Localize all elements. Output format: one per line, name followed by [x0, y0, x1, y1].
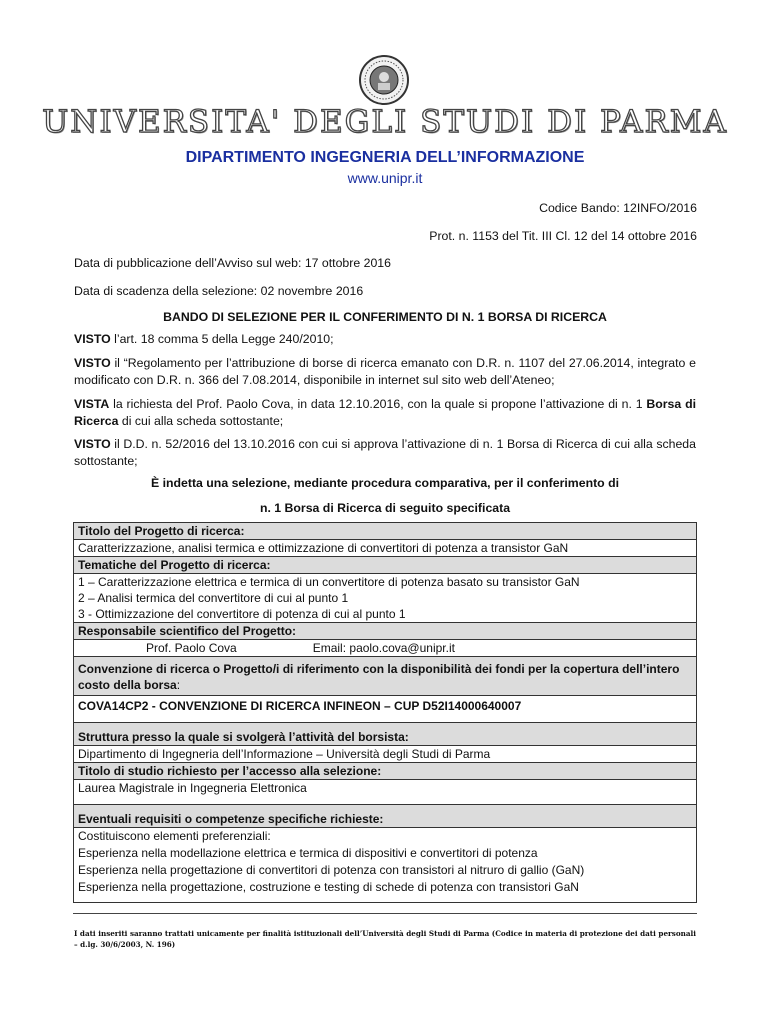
requisito-item: Esperienza nella progettazione di convertitori di potenza con transistori al nitruro di gallio (GaN)	[78, 863, 585, 877]
tematiche-list	[74, 574, 697, 623]
preamble-art18	[74, 331, 696, 348]
responsabile-email[interactable]: Email: paolo.cova@unipr.it	[312, 641, 455, 655]
requisiti-label: Eventuali requisiti o competenze specifiche richieste:	[74, 805, 697, 828]
borsa-details-table	[73, 522, 697, 903]
convenzione-label	[74, 657, 697, 696]
data-pubblicazione: Data di pubblicazione dell’Avviso sul web: 17 ottobre 2016	[74, 256, 391, 270]
indetta-line-2: n. 1 Borsa di Ricerca di seguito specificata	[259, 501, 511, 515]
struttura-label: Struttura presso la quale si svolgerà l’attività del borsista:	[74, 723, 697, 746]
university-seal-icon	[358, 54, 410, 106]
visto-label: VISTO	[74, 332, 111, 346]
protocollo: Prot. n. 1153 del Tit. III Cl. 12 del 14 ottobre 2016	[429, 229, 697, 243]
responsabile-name: Prof. Paolo Cova	[146, 641, 237, 655]
requisito-item: Esperienza nella progettazione, costruzione e testing di schede di potenza con transistori GaN	[78, 880, 579, 894]
vista-label: VISTA	[74, 397, 110, 411]
struttura-value: Dipartimento di Ingegneria dell’Informazione – Università degli Studi di Parma	[74, 746, 697, 763]
visto-label: VISTO	[74, 437, 111, 451]
preamble-text: il “Regolamento per l’attribuzione di borse di ricerca emanato con D.R. n. 1107 del 27.06.2014, integrato e modificato con D.R. n. 366 del 7.08.2014, disponibile in internet sul sito web dell’Ateneo;	[74, 356, 696, 387]
borsa-di-ricerca-bold: Borsa di Ricerca	[74, 397, 696, 428]
document-title: BANDO DI SELEZIONE PER IL CONFERIMENTO DI N. 1 BORSA DI RICERCA	[163, 310, 607, 324]
footer-divider	[73, 913, 697, 914]
titolo-studio-label: Titolo di studio richiesto per l’accesso alla selezione:	[74, 763, 697, 780]
privacy-footer: I dati inseriti saranno trattati unicamente per finalità istituzionali dell’Università degli Studi di Parma (Codice in materia di protezione dei dati personali – d.lg. 30/6/2003, N. 196)	[74, 929, 696, 949]
titolo-progetto-value: Caratterizzazione, analisi termica e ottimizzazione di convertitori di potenza a transistor GaN	[74, 540, 697, 557]
responsabile-label: Responsabile scientifico del Progetto:	[74, 623, 697, 640]
requisito-item: Costituiscono elementi preferenziali:	[78, 829, 271, 843]
responsabile-value	[74, 640, 697, 657]
preamble-decreto	[74, 436, 696, 470]
convenzione-label-text: Convenzione di ricerca o Progetto/i di riferimento con la disponibilità dei fondi per la copertura dell’intero costo della borsa	[78, 662, 680, 692]
preamble-text: la richiesta del Prof. Paolo Cova, in data 12.10.2016, con la quale si propone l’attivazione di n. 1	[109, 397, 647, 411]
convenzione-value: COVA14CP2 - CONVENZIONE DI RICERCA INFINEON – CUP D52I14000640007	[74, 696, 697, 723]
tematica-item: 1 – Caratterizzazione elettrica e termica di un convertitore di potenza basato su transistor GaN	[78, 575, 580, 589]
visto-label: VISTO	[74, 356, 111, 370]
preamble-text: l’art. 18 comma 5 della Legge 240/2010;	[110, 332, 334, 346]
requisito-item: Esperienza nella modellazione elettrica e termica di dispositivi e convertitori di potenza	[78, 846, 538, 860]
tematica-item: 3 - Ottimizzazione del convertitore di potenza di cui al punto 1	[78, 607, 406, 621]
requisiti-list	[74, 828, 697, 903]
data-scadenza: Data di scadenza della selezione: 02 novembre 2016	[74, 284, 364, 298]
website-link[interactable]: www.unipr.it	[347, 170, 423, 186]
tematica-item: 2 – Analisi termica del convertitore di cui al punto 1	[78, 591, 349, 605]
tematiche-label: Tematiche del Progetto di ricerca:	[74, 557, 697, 574]
convenzione-colon: :	[176, 678, 181, 692]
titolo-studio-value: Laurea Magistrale in Ingegneria Elettronica	[74, 780, 697, 805]
titolo-progetto-label: Titolo del Progetto di ricerca:	[74, 523, 697, 540]
department-name: DIPARTIMENTO INGEGNERIA DELL’INFORMAZIONE	[185, 149, 585, 166]
preamble-text: di cui alla scheda sottostante;	[118, 414, 284, 428]
preamble-regolamento	[74, 355, 696, 389]
preamble-text: il D.D. n. 52/2016 del 13.10.2016 con cui si approva l’attivazione di n. 1 Borsa di Ricerca di cui alla scheda sottostante;	[74, 437, 696, 468]
university-name-logo: UNIVERSITA' DEGLI STUDI DI PARMA	[42, 104, 728, 140]
codice-bando: Codice Bando: 12INFO/2016	[539, 201, 697, 215]
indetta-line-1: È indetta una selezione, mediante procedura comparativa, per il conferimento di	[150, 476, 620, 490]
preamble-richiesta	[74, 396, 696, 430]
